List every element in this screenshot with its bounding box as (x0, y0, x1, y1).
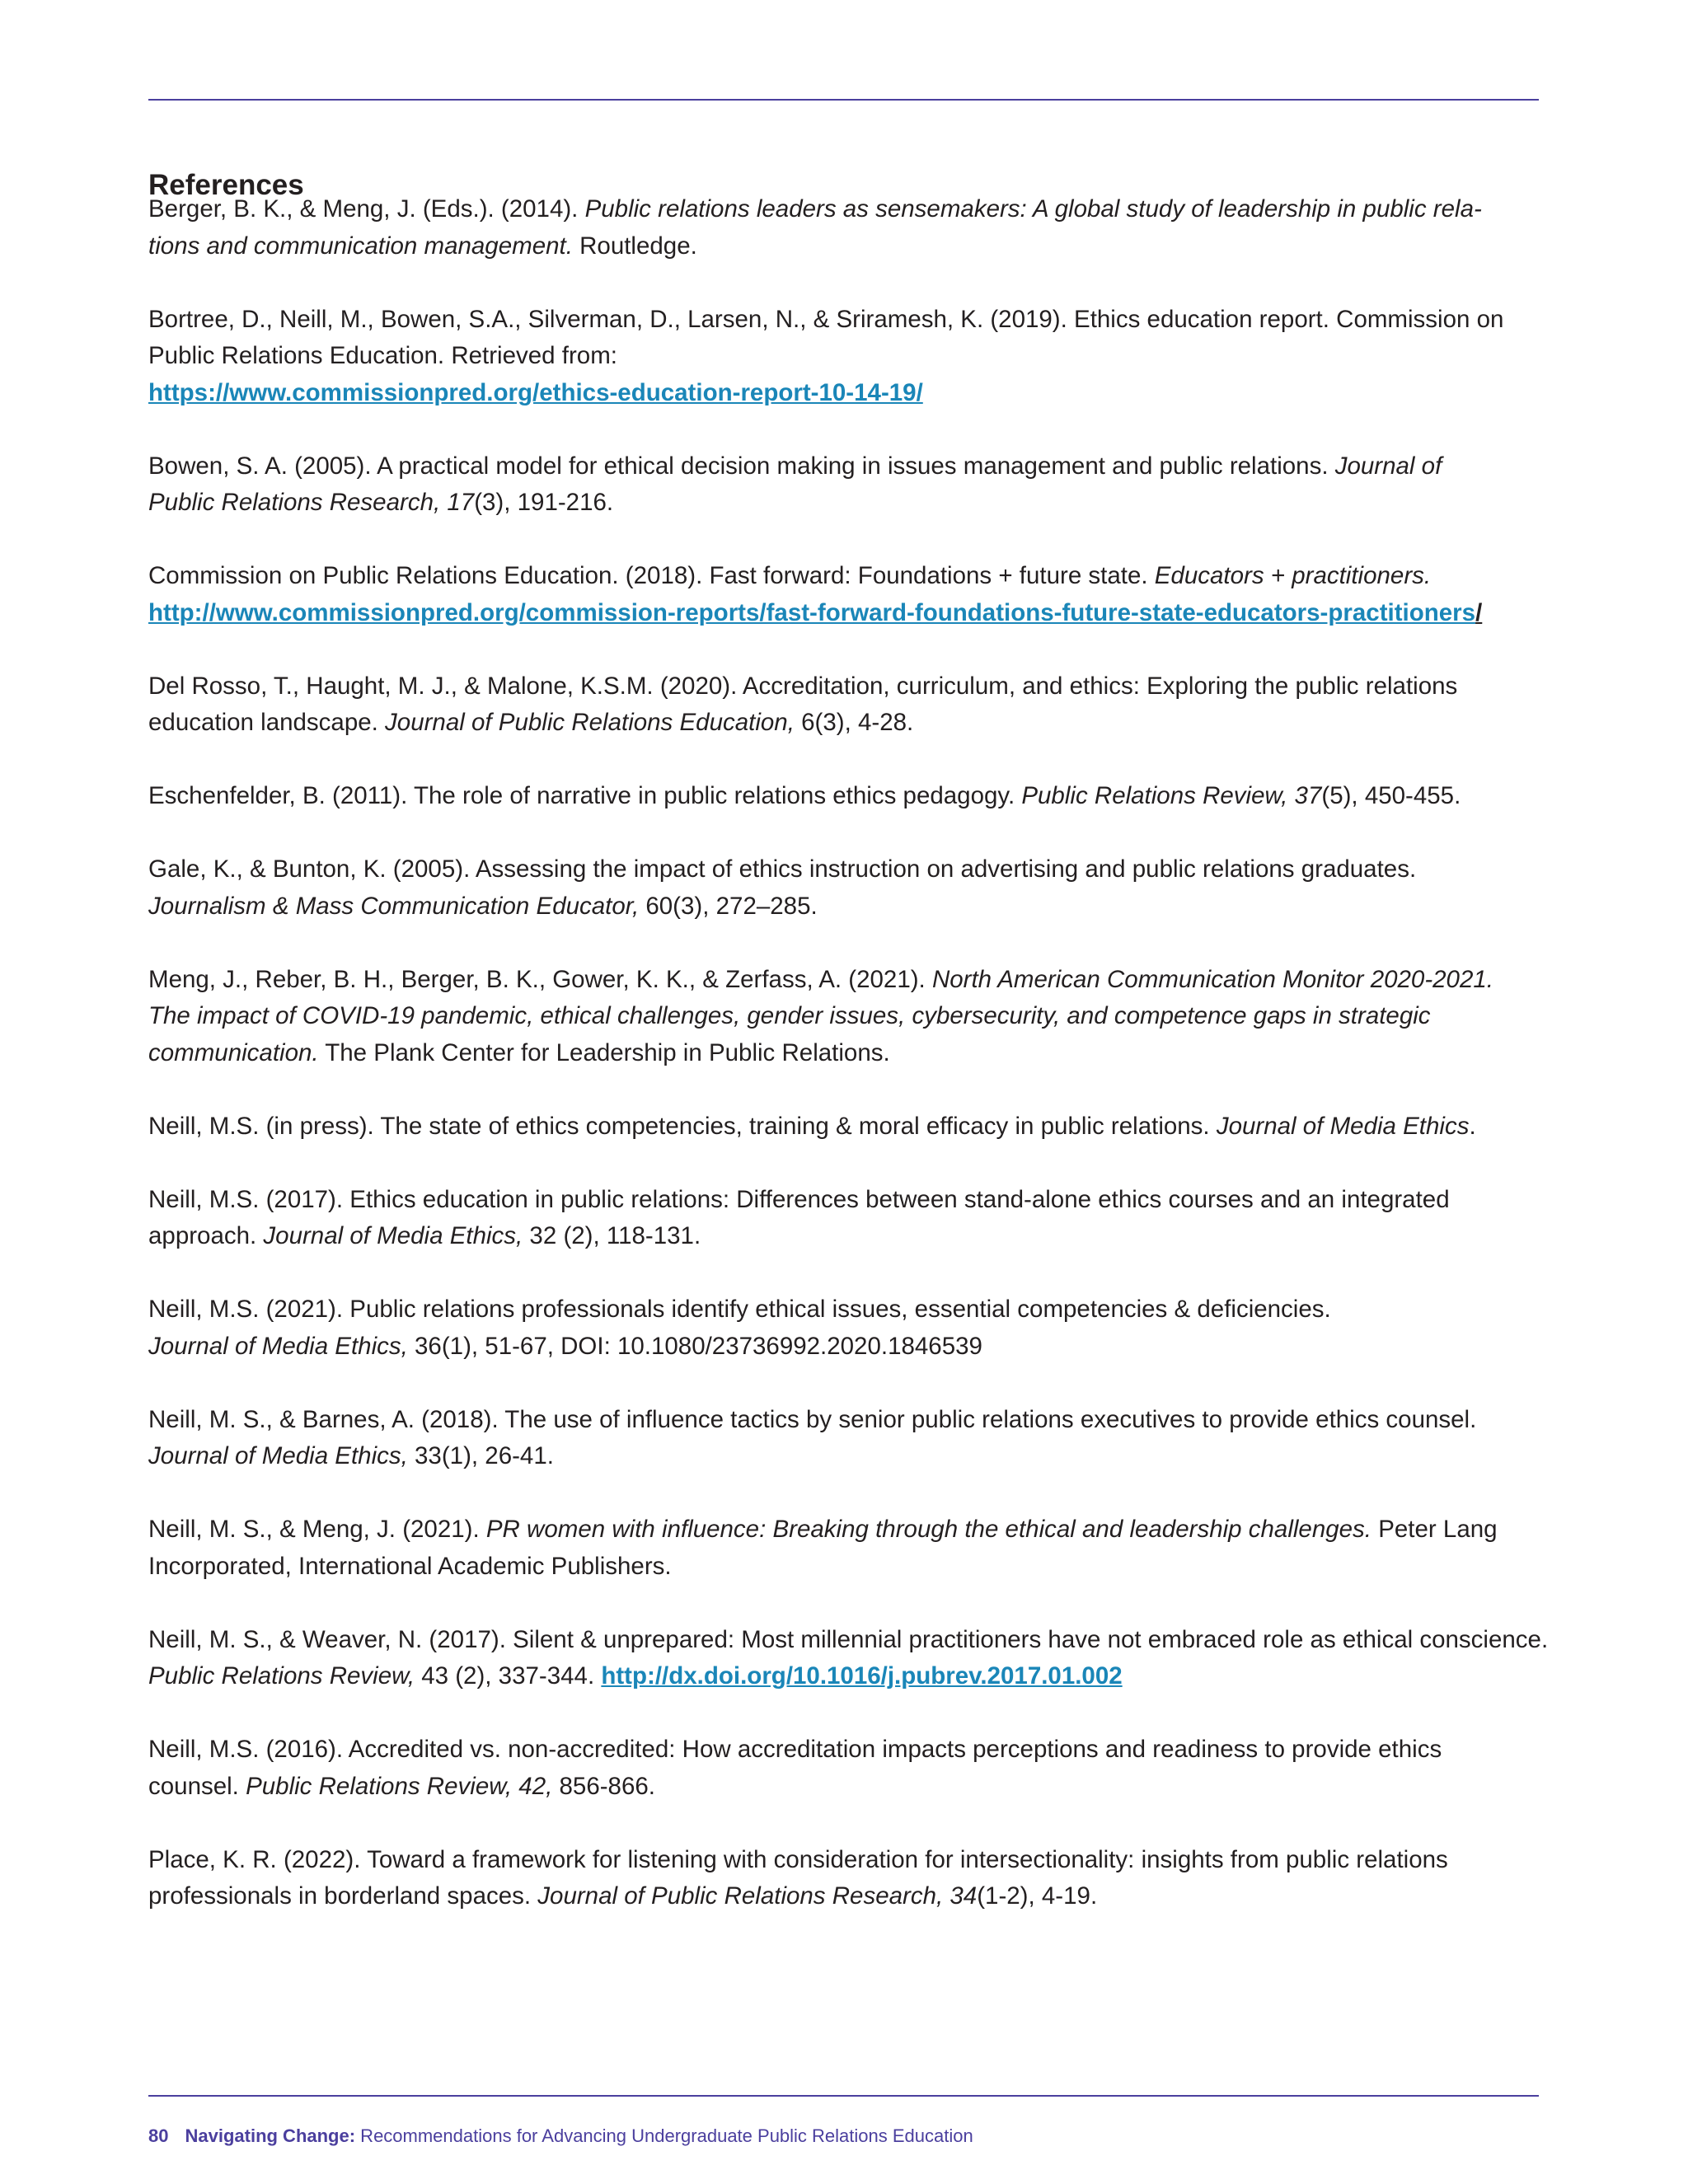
reference-link[interactable]: http://dx.doi.org/10.1016/j.pubrev.2017.01.002 (601, 1662, 1123, 1690)
publication-title: Navigating Change: (185, 2125, 356, 2146)
reference-link[interactable]: https://www.commissionpred.org/ethics-education-report-10-14-19/ (148, 378, 923, 406)
reference-item: Del Rosso, T., Haught, M. J., & Malone, K.S.M. (2020). Accreditation, curriculum, and ethics: Exploring the public relations education landscape. Journal of Public Relations Education, 6(3), 4-28. (148, 672, 1458, 736)
reference-item: Gale, K., & Bunton, K. (2005). Assessing the impact of ethics instruction on advertising and public relations graduates. Journalism & Mass Communication Educator, 60(3), 272–285. (148, 855, 1417, 920)
reference-item: Neill, M. S., & Weaver, N. (2017). Silent & unprepared: Most millennial practitioners have not embraced role as ethical conscience. Public Relations Review, 43 (2), 337-344. http://dx.doi.org/10.1016/j.pubrev.2017.01.002 (148, 1625, 1549, 1690)
reference-item: Neill, M.S. (2021). Public relations professionals identify ethical issues, essential competencies & deficiencies. Journal of Media Ethics, 36(1), 51-67, DOI: 10.1080/23736992.2020.1846539 (148, 1296, 1331, 1360)
page-footer (148, 2124, 973, 2149)
reference-item: Neill, M. S., & Meng, J. (2021). PR women with influence: Breaking through the ethical and leadership challenges. Peter Lang Incorporated, International Academic Publishers. (148, 1516, 1498, 1580)
top-divider (148, 99, 1539, 101)
page-number: 80 (148, 2125, 169, 2146)
publication-subtitle: Recommendations for Advancing Undergraduate Public Relations Education (355, 2125, 973, 2146)
reference-item: Meng, J., Reber, B. H., Berger, B. K., Gower, K. K., & Zerfass, A. (2021). North American Communication Monitor 2020-2021. The impact of COVID-19 pandemic, ethical challenges, gender issues, cybersecurity, and competence gaps in strategic communication. The Plank Center for Leadership in Public Relations. (148, 965, 1493, 1066)
reference-item: Neill, M.S. (2017). Ethics education in public relations: Differences between stand-alone ethics courses and an integrated approach. Journal of Media Ethics, 32 (2), 118-131. (148, 1185, 1450, 1249)
section-heading: References (148, 169, 304, 202)
reference-item: Neill, M. S., & Barnes, A. (2018). The use of influence tactics by senior public relations executives to provide ethics counsel. Journal of Media Ethics, 33(1), 26-41. (148, 1405, 1477, 1469)
bottom-divider (148, 2095, 1539, 2097)
reference-link-slash: / (1475, 598, 1483, 626)
reference-item: Eschenfelder, B. (2011). The role of narrative in public relations ethics pedagogy. Public Relations Review, 37(5), 450-455. (148, 782, 1461, 809)
reference-item: Place, K. R. (2022). Toward a framework for listening with consideration for intersectionality: insights from public relations professionals in borderland spaces. Journal of Public Relations Research, 34(1-2), 4-19. (148, 1845, 1448, 1910)
reference-item: Bortree, D., Neill, M., Bowen, S.A., Silverman, D., Larsen, N., & Sriramesh, K. (2019). Ethics education report. Commission on Public Relations Education. Retrieved from: https://www.commissionpred.org/ethics-education-report-10-14-19/ (148, 305, 1504, 406)
reference-list (148, 191, 1550, 1952)
reference-item: Neill, M.S. (2016). Accredited vs. non-accredited: How accreditation impacts perceptions and readiness to provide ethics counsel. Public Relations Review, 42, 856-866. (148, 1736, 1442, 1800)
reference-item: Neill, M.S. (in press). The state of ethics competencies, training & moral efficacy in public relations. Journal of Media Ethics. (148, 1112, 1476, 1140)
reference-link[interactable]: http://www.commissionpred.org/commission-reports/fast-forward-foundations-future-state-educators-practitioners (148, 598, 1476, 626)
reference-item: Berger, B. K., & Meng, J. (Eds.). (2014). Public relations leaders as sensemakers: A global study of leadership in public rela- tions and communication management. Routledge. (148, 195, 1482, 260)
reference-item: Bowen, S. A. (2005). A practical model for ethical decision making in issues management and public relations. Journal of Public Relations Research, 17(3), 191-216. (148, 452, 1442, 516)
reference-item: Commission on Public Relations Education. (2018). Fast forward: Foundations + future state. Educators + practitioners. http://www.commissionpred.org/commission-reports/fast-forward-foundations-future-state-educators-practitioners/ (148, 562, 1483, 626)
